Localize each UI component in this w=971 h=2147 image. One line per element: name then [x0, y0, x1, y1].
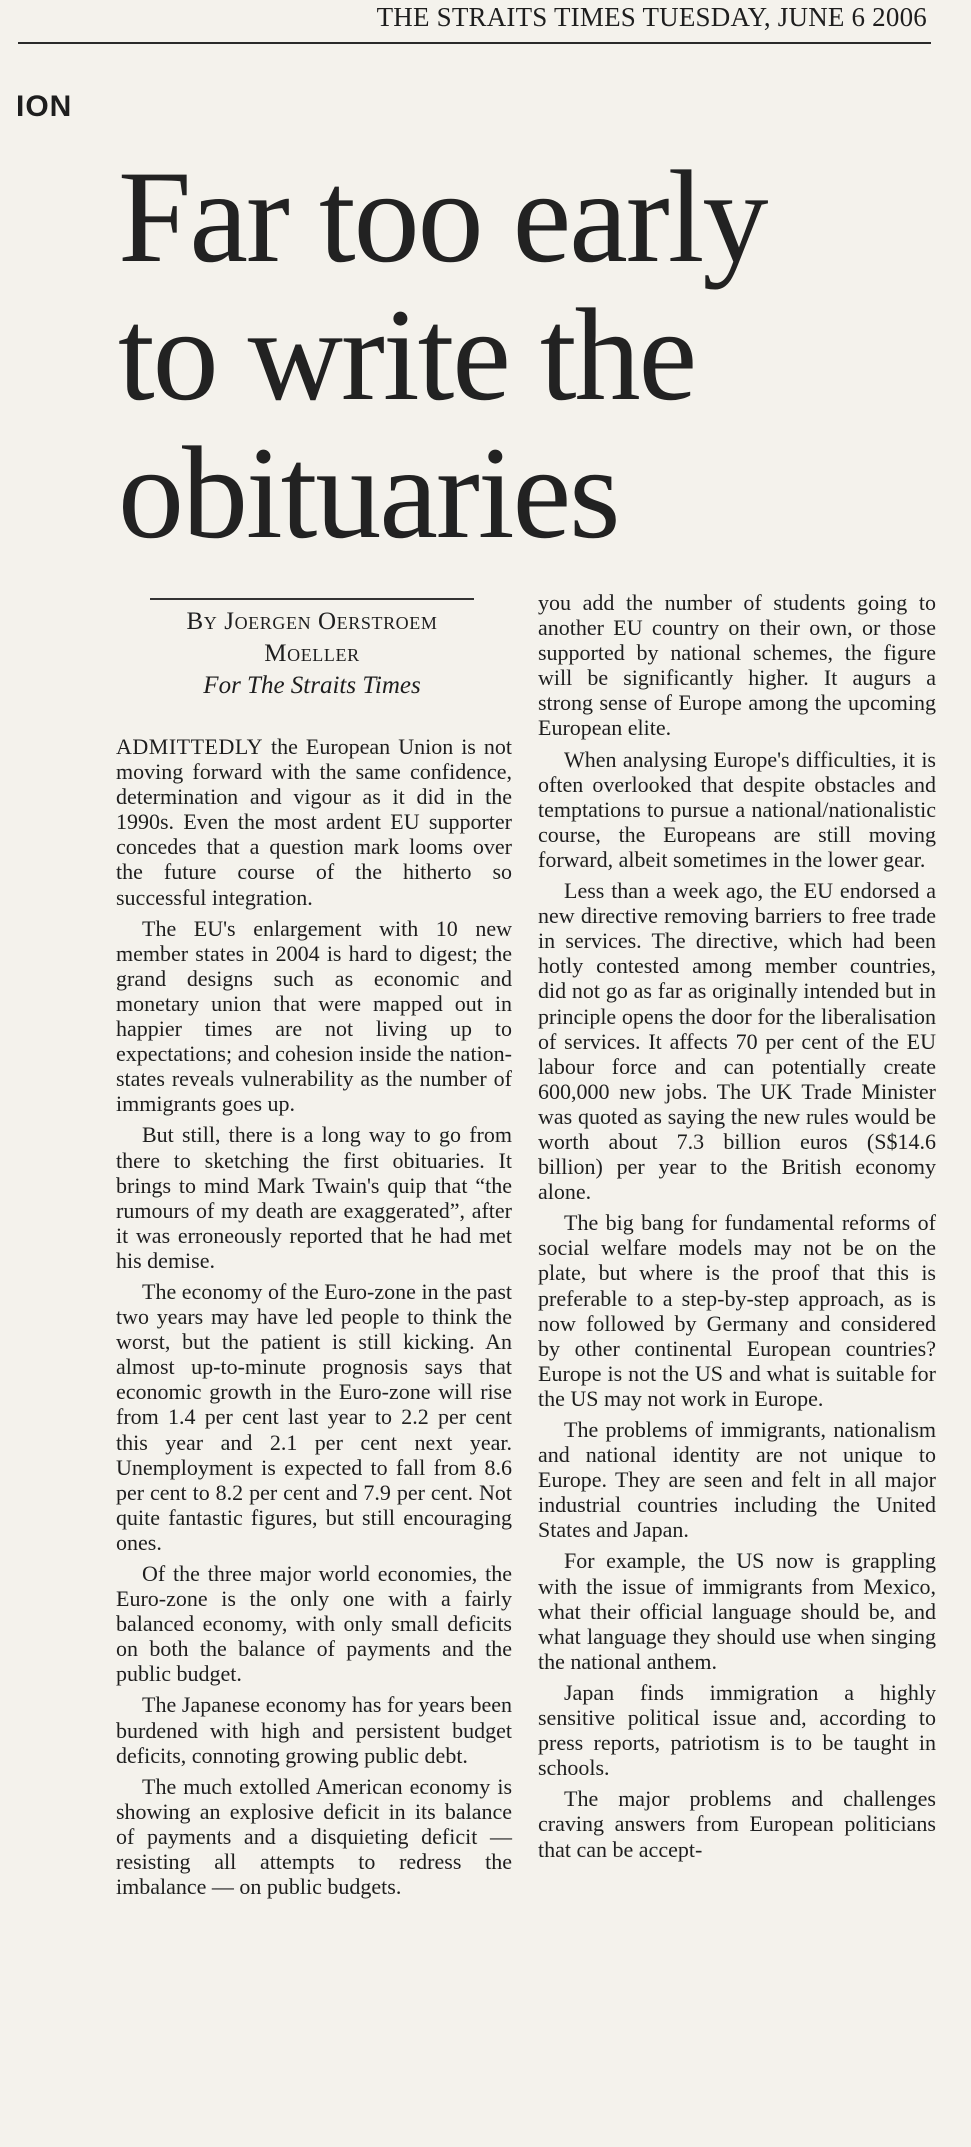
paragraph: The major problems and challenges craving answers from European politicians that can be accept-: [538, 1786, 936, 1862]
paragraph: The Japanese economy has for years been burdened with high and persistent budget deficits, connoting growing public debt.: [116, 1692, 512, 1768]
paragraph: Japan finds immigration a highly sensitive political issue and, according to press reports, patriotism is to be taught in schools.: [538, 1679, 936, 1781]
article-column-left: [116, 734, 512, 1905]
masthead-rule: [18, 42, 931, 44]
byline-author: By Joergen Oerstroem: [186, 608, 438, 635]
headline-line-3: obituaries: [118, 419, 619, 566]
byline-author-surname: Moeller: [264, 640, 360, 667]
paragraph: When analysing Europe's difficulties, it is often overlooked that despite obstacles and temptations to pursue a national/nationalistic course, the Europeans are still moving forward, albeit sometimes in the lower gear.: [538, 746, 936, 872]
lead-word: ADMITTEDLY: [116, 734, 263, 759]
byline-source: For The Straits Times: [203, 672, 421, 699]
paragraph: But still, there is a long way to go from there to sketching the first obituaries. It brings to mind Mark Twain's quip that “the rumours of my death are exaggerated”, after it was erroneously reported that he had met his demise.: [116, 1122, 512, 1273]
paragraph: The big bang for fundamental reforms of social welfare models may not be on the plate, but where is the proof that this is preferable to a step-by-step approach, as is now followed by Germany and considered by other continental European countries? Europe is not the US and what is suitable for the US may not work in Europe.: [538, 1210, 936, 1411]
paragraph: The economy of the Euro-zone in the past two years may have led people to think the worst, but the patient is still kicking. An almost up-to-minute prognosis says that economic growth in the Euro-zone will rise from 1.4 per cent last year to 2.2 per cent this year and 2.1 per cent next year. Unemployment is expected to fall from 8.6 per cent to 8.2 per cent and 7.9 per cent. Not quite fantastic figures, but still encouraging ones.: [116, 1278, 512, 1555]
paragraph: The much extolled American economy is showing an explosive deficit in its balance of payments and a disquieting deficit — resisting all attempts to redress the imbalance — on public budgets.: [116, 1773, 512, 1900]
masthead: [0, 0, 931, 44]
headline-line-2: to write the: [118, 281, 696, 428]
lead-text: the European Union is not moving forward with the same confidence, determination and vigour as it did in the 1990s. Even the most ardent EU supporter concedes that a question mark looms over the future course of the hitherto so successful integration.: [116, 734, 512, 910]
paragraph: The problems of immigrants, nationalism and national identity are not unique to Europe. They are seen and felt in all major industrial countries including the United States and Japan.: [538, 1417, 936, 1543]
masthead-title-date: THE STRAITS TIMES TUESDAY, JUNE 6 2006: [376, 2, 927, 32]
paragraph: Of the three major world economies, the Euro-zone is the only one with a fairly balanced economy, with only small deficits on both the balance of payments and the public budget.: [116, 1561, 512, 1687]
article-column-right: [538, 590, 936, 1868]
headline: [118, 143, 918, 566]
section-label: ION: [16, 90, 73, 123]
paragraph: For example, the US now is grappling with the issue of immigrants from Mexico, what their official language should be, and what language they should use when singing the national anthem.: [538, 1548, 936, 1674]
lead-paragraph: [116, 734, 512, 910]
paragraph: Less than a week ago, the EU endorsed a new directive removing barriers to free trade in services. The directive, which had been hotly contested among member countries, did not go as far as originally intended but in principle opens the door for the liberalisation of services. It affects 70 per cent of the EU labour force and can potentially create 600,000 new jobs. The UK Trade Minister was quoted as saying the new rules would be worth about 7.3 billion euros (S$14.6 billion) per year to the British economy alone.: [538, 878, 936, 1205]
headline-line-1: Far too early: [118, 143, 767, 290]
byline: [110, 606, 514, 702]
byline-rule: [150, 598, 474, 600]
paragraph: The EU's enlargement with 10 new member states in 2004 is hard to digest; the grand designs such as economic and monetary union that were mapped out in happier times are not living up to expectations; and cohesion inside the nation-states reveals vulnerability as the number of immigrants goes up.: [116, 915, 512, 1117]
continued-paragraph: you add the number of students going to another EU country on their own, or those supported by national schemes, the figure will be significantly higher. It augurs a strong sense of Europe among the upcoming European elite.: [538, 590, 936, 741]
